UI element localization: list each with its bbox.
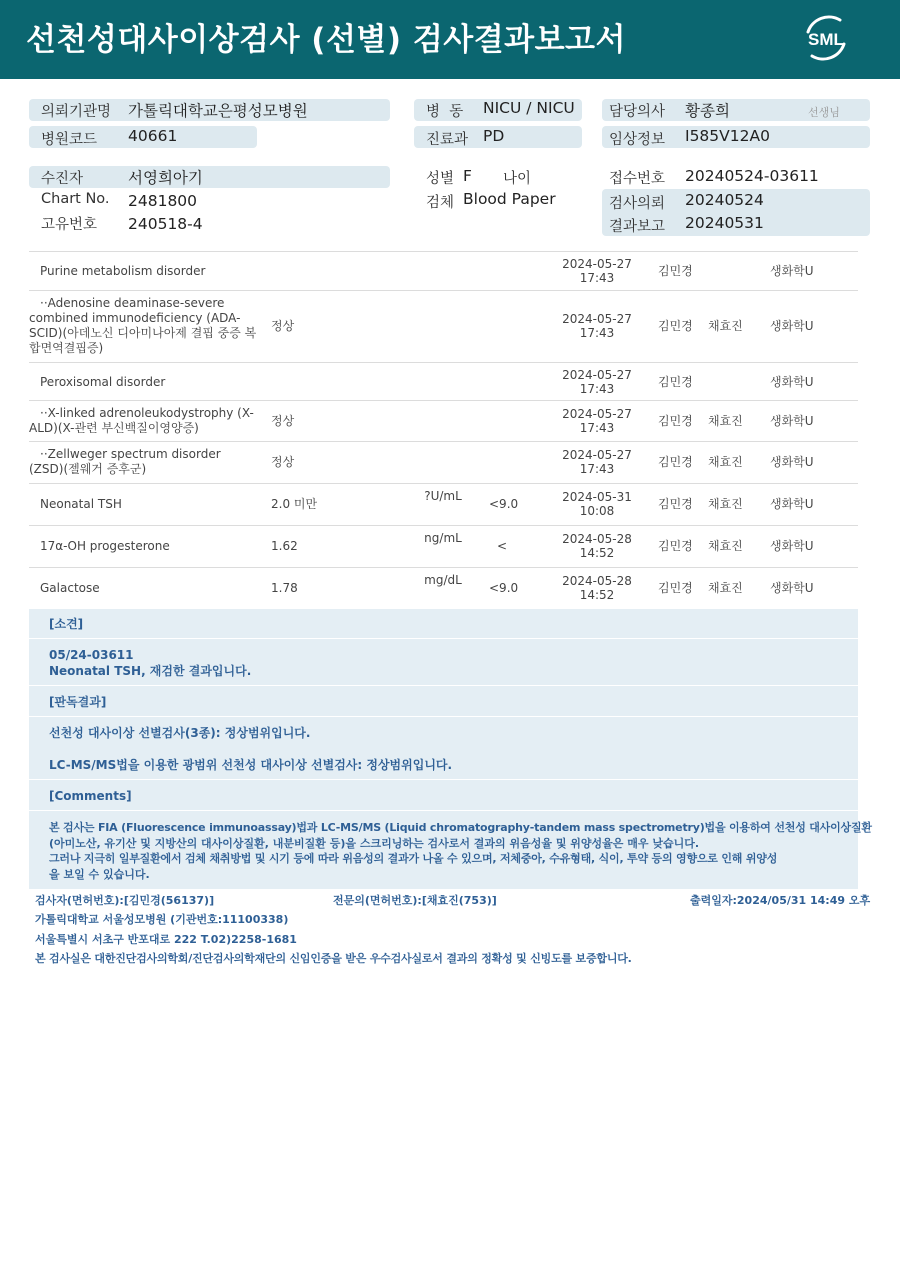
test-date: 2024-05-27: [562, 448, 632, 462]
test-result: 정상: [271, 319, 295, 333]
test-name: ··Adenosine deaminase-severe combined immunodeficiency (ADA-SCID)(아데노신 디아미나아제 결핍 중증 복합면역결핍증): [29, 296, 257, 355]
tester: 김민경: [658, 375, 693, 389]
table-divider: [29, 290, 858, 291]
footer-address: 서울특별시 서초구 반포대로 222 T.02)2258-1681: [35, 933, 297, 946]
reception-label: 접수번호: [609, 171, 666, 187]
reviewer: 채효진: [708, 319, 743, 333]
footer-certification: 본 검사실은 대한진단검사의학회/진단검사의학재단의 신임인증을 받은 우수검사실로서 결과의 정확성 및 신빙도를 보증합니다.: [35, 952, 632, 965]
patient-label: 수진자: [41, 171, 84, 187]
patient-value: 서영희아기: [128, 169, 203, 187]
tester: 김민경: [658, 581, 693, 595]
table-divider: [29, 400, 858, 401]
judgement-heading: [판독결과]: [49, 695, 107, 709]
dept-label: 진료과: [426, 132, 469, 148]
table-divider: [29, 251, 858, 252]
sex-value: F: [463, 167, 472, 185]
test-name: Purine metabolism disorder: [40, 264, 206, 278]
test-time: 14:52: [579, 546, 615, 560]
clinical-value: I585V12A0: [685, 127, 770, 145]
clinical-label: 임상정보: [609, 132, 666, 148]
request-value: 20240524: [685, 191, 764, 209]
comment-divider: [29, 810, 858, 811]
test-name: Galactose: [40, 581, 100, 595]
table-divider: [29, 362, 858, 363]
test-dept: 생화학U: [770, 414, 814, 428]
reference-range: <9.0: [489, 581, 519, 595]
tester: 김민경: [658, 497, 693, 511]
doctor-label: 담당의사: [609, 104, 666, 120]
reviewer: 채효진: [708, 539, 743, 553]
sex-label: 성별: [426, 171, 455, 187]
chart-value: 2481800: [128, 192, 198, 210]
comments-line: (아미노산, 유기산 및 지방산의 대사이상질환, 내분비질환 등)을 스크리닝하는 검사로서 결과의 위음성율 및 위양성율은 매우 낮습니다.: [49, 837, 700, 850]
test-result: 정상: [271, 414, 295, 428]
test-dept: 생화학U: [770, 375, 814, 389]
report-value: 20240531: [685, 214, 764, 232]
chart-label: Chart No.: [41, 191, 110, 207]
ward-value: NICU / NICU: [483, 99, 575, 117]
test-dept: 생화학U: [770, 497, 814, 511]
opinion-line: 05/24-03611: [49, 648, 134, 662]
judgement-line: LC-MS/MS법을 이용한 광범위 선천성 대사이상 선별검사: 정상범위입니다.: [49, 758, 453, 772]
logo-text: SML: [808, 30, 844, 49]
test-date: 2024-05-28: [562, 574, 632, 588]
test-unit: ng/mL: [424, 531, 462, 545]
table-divider: [29, 567, 858, 568]
reception-value: 20240524-03611: [685, 167, 819, 185]
dept-value: PD: [483, 127, 505, 145]
age-label: 나이: [503, 171, 532, 187]
test-dept: 생화학U: [770, 264, 814, 278]
footer-lab-name: 가톨릭대학교 서울성모병원 (기관번호:11100338): [35, 913, 289, 926]
test-unit: mg/dL: [424, 573, 462, 587]
doctor-value: 황종희: [685, 102, 730, 120]
test-name: ··X-linked adrenoleukodystrophy (X-ALD)(X-관련 부신백질이영양증): [29, 406, 254, 435]
reference-range: <9.0: [489, 497, 519, 511]
table-divider: [29, 525, 858, 526]
report-title: 선천성대사이상검사 (선별) 검사결과보고서: [26, 22, 626, 58]
test-name: 17α-OH progesterone: [40, 539, 170, 553]
table-divider: [29, 441, 858, 442]
comments-line: 본 검사는 FIA (Fluorescence immunoassay)법과 LC-MS/MS (Liquid chromatography-tandem mass spectrometry)법을 이용하여 선천성 대사이상질환: [49, 821, 872, 834]
tester: 김민경: [658, 264, 693, 278]
tester: 김민경: [658, 319, 693, 333]
comments-line: 을 보일 수 있습니다.: [49, 868, 150, 881]
test-date: 2024-05-27: [562, 368, 632, 382]
test-time: 10:08: [579, 504, 615, 518]
comment-divider: [29, 638, 858, 639]
test-dept: 생화학U: [770, 539, 814, 553]
institution-label: 의뢰기관명: [41, 104, 112, 120]
reviewer: 채효진: [708, 497, 743, 511]
test-dept: 생화학U: [770, 319, 814, 333]
footer-printed-date: 출력일자:2024/05/31 14:49 오후: [690, 894, 871, 907]
tester: 김민경: [658, 539, 693, 553]
test-time: 17:43: [579, 271, 615, 285]
request-label: 검사의뢰: [609, 196, 666, 212]
reviewer: 채효진: [708, 581, 743, 595]
test-result: 1.78: [271, 581, 298, 595]
comments-heading: [Comments]: [49, 789, 132, 803]
test-time: 17:43: [579, 326, 615, 340]
test-result: 2.0 미만: [271, 497, 318, 511]
footer-tester: 검사자(면허번호):[김민경(56137)]: [35, 894, 215, 907]
hospital-code-label: 병원코드: [41, 132, 98, 148]
reviewer: 채효진: [708, 455, 743, 469]
patient-row-bg: [29, 166, 390, 188]
unique-label: 고유번호: [41, 217, 98, 233]
test-time: 17:43: [579, 421, 615, 435]
comments-line: 그러나 지극히 일부질환에서 검체 채취방법 및 시기 등에 따라 위음성의 결과가 나올 수 있으며, 저체중아, 수유형태, 식이, 투약 등의 영향으로 인해 위양성: [49, 852, 778, 865]
institution-value: 가톨릭대학교은평성모병원: [128, 102, 308, 120]
comment-divider: [29, 779, 858, 780]
test-date: 2024-05-27: [562, 407, 632, 421]
test-time: 14:52: [579, 588, 615, 602]
ward-label: 병 동: [426, 104, 464, 120]
sml-logo: [800, 12, 852, 64]
test-date: 2024-05-27: [562, 257, 632, 271]
specimen-value: Blood Paper: [463, 190, 556, 208]
opinion-line: Neonatal TSH, 재검한 결과입니다.: [49, 664, 252, 678]
footer-specialist: 전문의(면허번호):[채효진(753)]: [333, 894, 497, 907]
test-time: 17:43: [579, 462, 615, 476]
test-name: Peroxisomal disorder: [40, 375, 166, 389]
test-dept: 생화학U: [770, 581, 814, 595]
test-dept: 생화학U: [770, 455, 814, 469]
unique-value: 240518-4: [128, 215, 203, 233]
test-unit: ?U/mL: [424, 489, 462, 503]
hospital-code-value: 40661: [128, 127, 178, 145]
reviewer: 채효진: [708, 414, 743, 428]
tester: 김민경: [658, 455, 693, 469]
test-date: 2024-05-28: [562, 532, 632, 546]
test-time: 17:43: [579, 382, 615, 396]
report-header: [0, 0, 900, 79]
test-name: Neonatal TSH: [40, 497, 122, 511]
tester: 김민경: [658, 414, 693, 428]
specimen-label: 검체: [426, 195, 455, 211]
test-result: 정상: [271, 455, 295, 469]
judgement-line: 선천성 대사이상 선별검사(3종): 정상범위입니다.: [49, 726, 311, 740]
comment-divider: [29, 685, 858, 686]
table-divider: [29, 483, 858, 484]
report-label: 결과보고: [609, 219, 666, 235]
opinion-heading: [소견]: [49, 617, 84, 631]
test-result: 1.62: [271, 539, 298, 553]
test-date: 2024-05-27: [562, 312, 632, 326]
comment-divider: [29, 716, 858, 717]
test-name: ··Zellweger spectrum disorder (ZSD)(젤웨거 증후군): [29, 447, 221, 476]
doctor-suffix: 선생님: [808, 106, 840, 119]
test-date: 2024-05-31: [562, 490, 632, 504]
reference-range: <: [497, 539, 508, 553]
